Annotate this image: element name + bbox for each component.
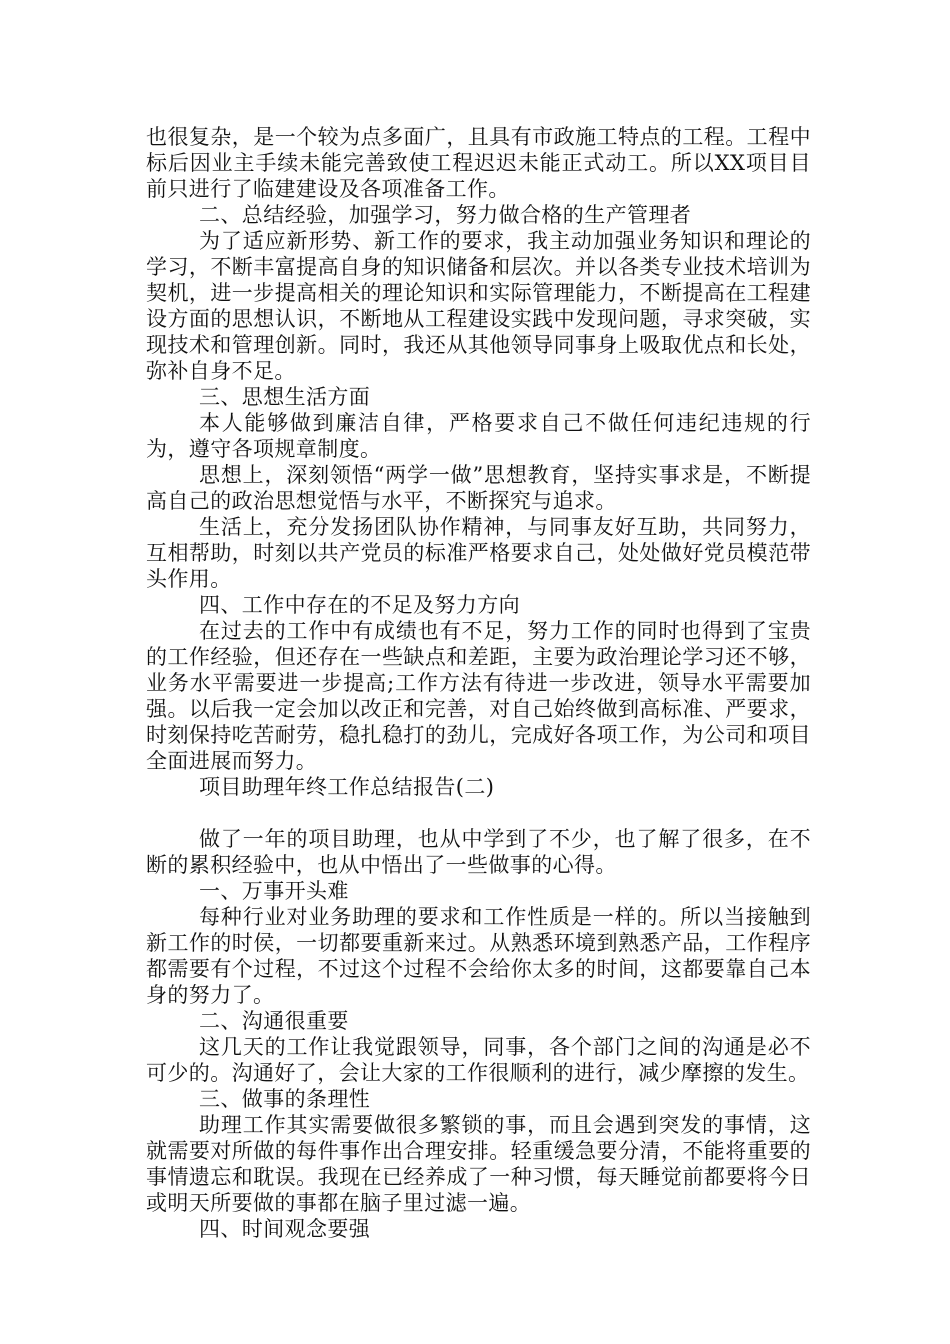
paragraph: 为了适应新形势、新工作的要求，我主动加强业务知识和理论的学习，不断丰富提高自身的知识储备和层次。并以各类专业技术培训为契机，进一步提高相关的理论知识和实际管理能力，不断提高在工程建设方面的思想认识，不断地从工程建设实践中发现问题，寻求突破，实现技术和管理创新。同时，我还从其他领导同事身上吸取优点和长处，弥补自身不足。 bbox=[146, 229, 811, 383]
section-heading-1: 一、万事开头难 bbox=[199, 879, 349, 903]
section-heading-2: 二、总结经验，加强学习，努力做合格的生产管理者 bbox=[199, 203, 692, 227]
paragraph: 生活上，充分发扬团队协作精神，与同事友好互助，共同努力，互相帮助，时刻以共产党员的标准严格要求自己，处处做好党员模范带头作用。 bbox=[146, 515, 811, 591]
document-body bbox=[146, 124, 811, 1242]
section-heading-4b: 四、时间观念要强 bbox=[199, 1217, 371, 1241]
blank-line bbox=[146, 800, 811, 826]
paragraph: 在过去的工作中有成绩也有不足，努力工作的同时也得到了宝贵的工作经验，但还存在一些缺点和差距，主要为政治理论学习还不够，业务水平需要进一步提高;工作方法有待进一步改进，领导水平需要加强。以后我一定会加以改正和完善，对自己始终做到高标准、严要求，时刻保持吃苦耐劳，稳扎稳打的劲儿，完成好各项工作，为公司和项目全面进展而努力。 bbox=[146, 619, 811, 773]
section-heading-3b: 三、做事的条理性 bbox=[199, 1087, 371, 1111]
report-title-2: 项目助理年终工作总结报告(二) bbox=[199, 775, 495, 799]
section-heading-3: 三、思想生活方面 bbox=[199, 385, 371, 409]
paragraph: 本人能够做到廉洁自律，严格要求自己不做任何违纪违规的行为，遵守各项规章制度。 bbox=[146, 411, 811, 461]
paragraph: 这几天的工作让我觉跟领导，同事，各个部门之间的沟通是必不可少的。沟通好了，会让大家的工作很顺利的进行，减少摩擦的发生。 bbox=[146, 1035, 811, 1085]
section-heading-4: 四、工作中存在的不足及努力方向 bbox=[199, 593, 520, 617]
paragraph: 每种行业对业务助理的要求和工作性质是一样的。所以当接触到新工作的时侯，一切都要重新来过。从熟悉环境到熟悉产品，工作程序都需要有个过程，不过这个过程不会给你太多的时间，这都要靠自己本身的努力了。 bbox=[146, 905, 811, 1007]
paragraph: 做了一年的项目助理，也从中学到了不少，也了解了很多，在不断的累积经验中，也从中悟出了一些做事的心得。 bbox=[146, 827, 811, 877]
paragraph-intro-continuation: 也很复杂，是一个较为点多面广，且具有市政施工特点的工程。工程中标后因业主手续未能完善致使工程迟迟未能正式动工。所以XX项目目前只进行了临建建设及各项准备工作。 bbox=[146, 125, 811, 201]
section-heading-2b: 二、沟通很重要 bbox=[199, 1009, 349, 1033]
paragraph: 助理工作其实需要做很多繁锁的事，而且会遇到突发的事情，这就需要对所做的每件事作出合理安排。轻重缓急要分清，不能将重要的事情遗忘和耽误。我现在已经养成了一种习惯，每天睡觉前都要将今日或明天所要做的事都在脑子里过滤一遍。 bbox=[146, 1113, 811, 1215]
paragraph: 思想上，深刻领悟“两学一做”思想教育，坚持实事求是，不断提高自己的政治思想觉悟与水平，不断探究与追求。 bbox=[146, 463, 811, 513]
